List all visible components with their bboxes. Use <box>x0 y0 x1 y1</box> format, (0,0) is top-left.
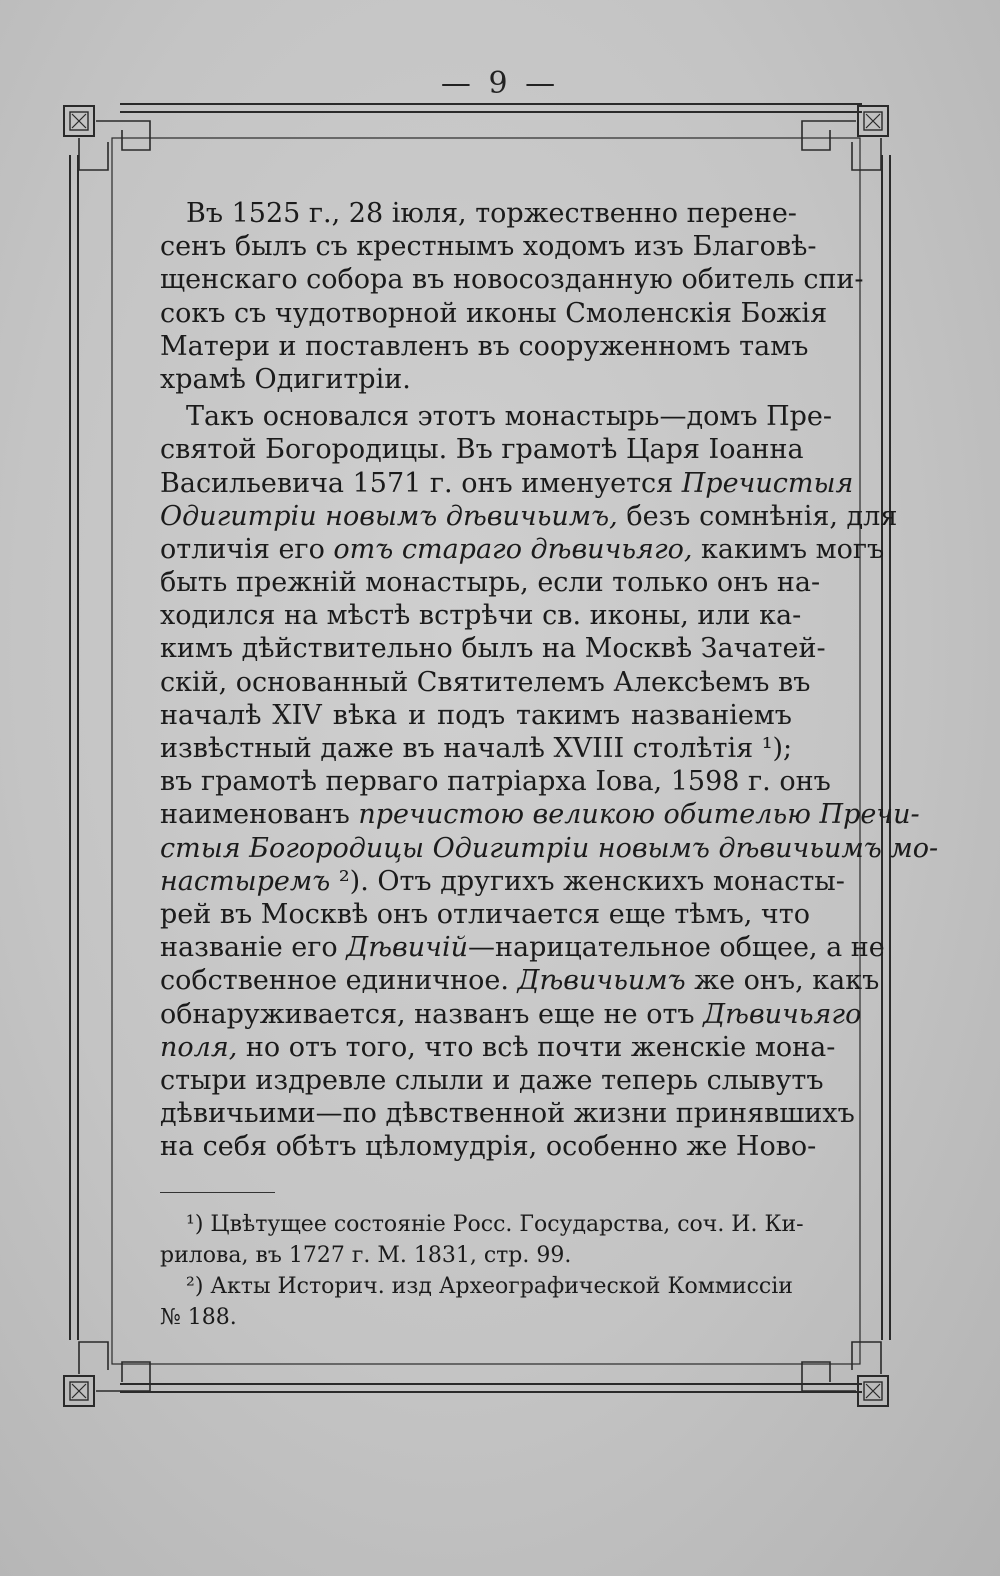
text-line <box>160 998 862 1031</box>
text-segment: Въ 1525 г., 28 іюля, торжественно перене- <box>186 198 797 229</box>
text-segment: названіе его <box>160 932 347 964</box>
text-segment: но отъ того, что всѣ почти женскіе мона- <box>237 1031 836 1063</box>
text-segment: извѣстный даже въ началѣ XVIII столѣтія ¹); <box>160 733 793 764</box>
text-segment: собственное единичное. <box>160 965 518 997</box>
text-segment: безъ сомнѣнія, для <box>617 500 898 532</box>
text-line <box>160 197 797 230</box>
text-segment: Васильевича 1571 г. онъ именуется <box>160 467 682 499</box>
text-line <box>160 330 809 363</box>
text-line <box>160 400 833 433</box>
text-line <box>160 363 792 396</box>
text-line <box>160 765 831 798</box>
text-segment: наименованъ <box>160 799 359 831</box>
footnote-line: ²) Акты Историч. изд Археографической Коммиссіи <box>186 1274 793 1299</box>
text-line <box>160 533 885 566</box>
text-line <box>160 599 802 632</box>
text-segment: храмѣ Одигитріи. <box>160 363 411 395</box>
text-segment: же онъ, какъ <box>685 965 880 997</box>
text-line <box>160 732 792 765</box>
text-line <box>160 798 920 831</box>
text-line <box>160 666 811 699</box>
text-segment: кимъ дѣйствительно былъ на Москвѣ Зачатей- <box>160 633 826 665</box>
italic-segment: поля, <box>160 1031 238 1063</box>
text-segment: сокъ съ чудотворной иконы Смоленскія Божія <box>160 297 828 329</box>
text-line <box>160 1130 817 1163</box>
italic-segment: Дѣвичьимъ <box>517 965 686 997</box>
text-segment: какимъ могъ <box>692 533 885 565</box>
italic-segment: Пречистыя <box>681 467 854 499</box>
text-line <box>160 500 898 533</box>
text-segment: въ грамотѣ перваго патріарха Іова, 1598 г. онъ <box>160 766 831 798</box>
footnote-line: рилова, въ 1727 г. М. 1831, стр. 99. <box>160 1243 572 1268</box>
italic-segment: Дѣвичьяго <box>703 998 862 1030</box>
text-segment: рей въ Москвѣ онъ отличается еще тѣмъ, что <box>160 898 810 930</box>
text-segment: святой Богородицы. Въ грамотѣ Царя Іоанна <box>160 434 804 466</box>
text-segment: дѣвичьими—по дѣвственной жизни принявшихъ <box>160 1098 855 1130</box>
italic-segment: Дѣвичій <box>346 932 468 964</box>
text-segment: стыри издревле слыли и даже теперь слывутъ <box>160 1064 824 1096</box>
text-segment: сенъ былъ съ крестнымъ ходомъ изъ Благовѣ- <box>160 231 817 263</box>
text-line <box>160 297 828 330</box>
text-segment: началѣ XIV вѣка и подъ такимъ названіемъ <box>160 699 792 731</box>
text-segment: щенскаго собора въ новосозданную обитель спи- <box>160 264 864 296</box>
text-line <box>160 467 854 500</box>
footnotes <box>160 1209 804 1333</box>
text-line <box>160 1097 855 1130</box>
text-line <box>160 1064 824 1097</box>
text-line <box>160 931 885 964</box>
page-number: — 9 — <box>440 66 560 101</box>
italic-segment: пречистою великою обителью Пречи- <box>358 799 920 831</box>
footnote-rule <box>160 1192 275 1193</box>
text-segment: отличія его <box>160 533 334 565</box>
text-segment: быть прежній монастырь, если только онъ на- <box>160 567 821 599</box>
text-segment: —нарицательное общее, а не <box>467 932 885 964</box>
text-line <box>160 832 939 865</box>
italic-segment: отъ стараго дѣвичьяго, <box>333 533 693 565</box>
text-segment: ²). Отъ другихъ женскихъ монасты- <box>330 865 845 897</box>
text-line <box>160 1031 836 1064</box>
text-line <box>160 230 817 263</box>
italic-segment: стыя Богородицы Одигитріи новымъ дѣвичьимъ мо- <box>160 832 939 864</box>
text-line <box>160 566 821 599</box>
italic-segment: настыремъ <box>160 865 331 897</box>
text-line <box>160 263 864 296</box>
italic-segment: Одигитріи новымъ дѣвичьимъ, <box>160 500 618 532</box>
text-line <box>160 898 810 931</box>
text-line <box>160 699 792 732</box>
text-segment: ходился на мѣстѣ встрѣчи св. иконы, или ка- <box>160 600 802 632</box>
footnote-line: № 188. <box>160 1305 237 1330</box>
main-text <box>160 197 939 1163</box>
text-line <box>160 632 826 665</box>
text-segment: обнаруживается, названъ еще не отъ <box>160 998 704 1030</box>
footnote-line: ¹) Цвѣтущее состояніе Росс. Государства, соч. И. Ки- <box>186 1212 804 1237</box>
text-line <box>160 964 880 997</box>
text-segment: Такъ основался этотъ монастырь—домъ Пре- <box>186 401 833 433</box>
text-segment: на себя обѣтъ цѣломудрія, особенно же Ново- <box>160 1131 817 1163</box>
text-segment: Матери и поставленъ въ сооруженномъ тамъ <box>160 330 809 362</box>
text-line <box>160 433 804 466</box>
text-line <box>160 865 845 898</box>
text-segment: скій, основанный Святителемъ Алексѣемъ въ <box>160 666 811 698</box>
